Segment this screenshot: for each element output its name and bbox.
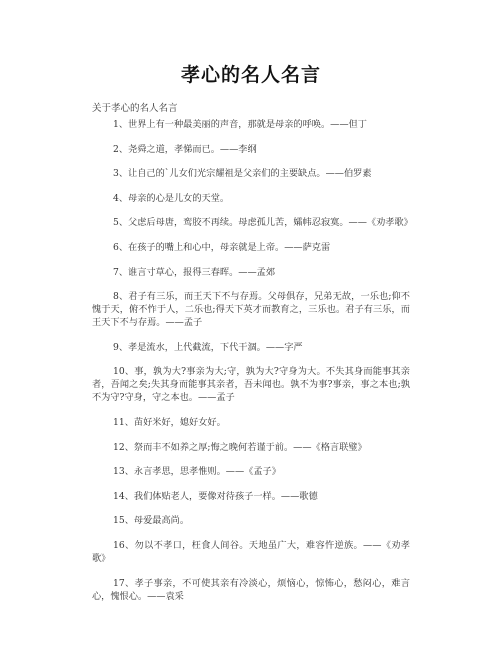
quote-item: 7、谁言寸草心，报得三春晖。——孟郊 <box>113 266 276 278</box>
quote-item: 6、在孩子的嘴上和心中，母亲就是上帝。——萨克雷 <box>113 241 331 253</box>
quote-item: 3、让自己的`儿女们光宗耀祖是父亲们的主要缺点。——伯罗素 <box>113 168 372 180</box>
quote-item: 2、尧舜之道，孝悌而已。——李纲 <box>113 143 257 155</box>
page-title: 孝心的名人名言 <box>180 64 321 86</box>
quote-item: 9、孝是流水，上代截流，下代干涸。——字严 <box>113 341 303 353</box>
quote-item: 15、母爱最高尚。 <box>113 515 190 527</box>
quote-item: 5、父虑后母唐，鸾胶不再续。母虑孤儿苦，孀帏忍寂寞。——《劝孝歌》 <box>113 217 413 229</box>
quote-item: 8、君子有三乐，而王天下不与存焉。父母俱存，兄弟无故，一乐也;仰不愧于天，俯不怍于人，二乐也;得天下英才而教育之，三乐也。君子有三乐，而王天下不与存焉。——孟子 <box>92 291 410 329</box>
quote-item: 12、祭而丰不如养之厚;悔之晚何若谨于前。——《格言联璧》 <box>113 441 367 453</box>
quote-item: 16、勿以不孝口，枉食人间谷。天地虽广大，难容忤逆族。——《劝孝歌》 <box>92 539 410 564</box>
quote-item: 11、苗好米好，媳好女好。 <box>113 416 226 428</box>
quote-item: 10、事，孰为大?事亲为大;守，孰为大?守身为大。不失其身而能事其亲者，吾闻之矣;失其身而能事其亲者，吾未闻也。孰不为事?事亲，事之本也;孰不为守?守身，守之本也。——孟子 <box>92 366 410 404</box>
quote-item: 17、孝子事亲，不可使其亲有冷淡心，烦恼心，惊怖心，愁闷心，难言心，愧恨心。——袁采 <box>92 577 410 602</box>
quote-list <box>92 118 413 614</box>
quote-item: 14、我们体贴老人，要像对待孩子一样。——歌德 <box>113 490 318 502</box>
quote-item: 4、母亲的心是儿女的天堂。 <box>113 192 230 204</box>
quote-item: 1、世界上有一种最美丽的声音，那就是母亲的呼唤。——但丁 <box>113 119 367 130</box>
document-subtitle: 关于孝心的名人名言 <box>92 103 178 114</box>
quote-item: 13、永言孝思，思孝惟则。——《孟子》 <box>113 466 281 478</box>
